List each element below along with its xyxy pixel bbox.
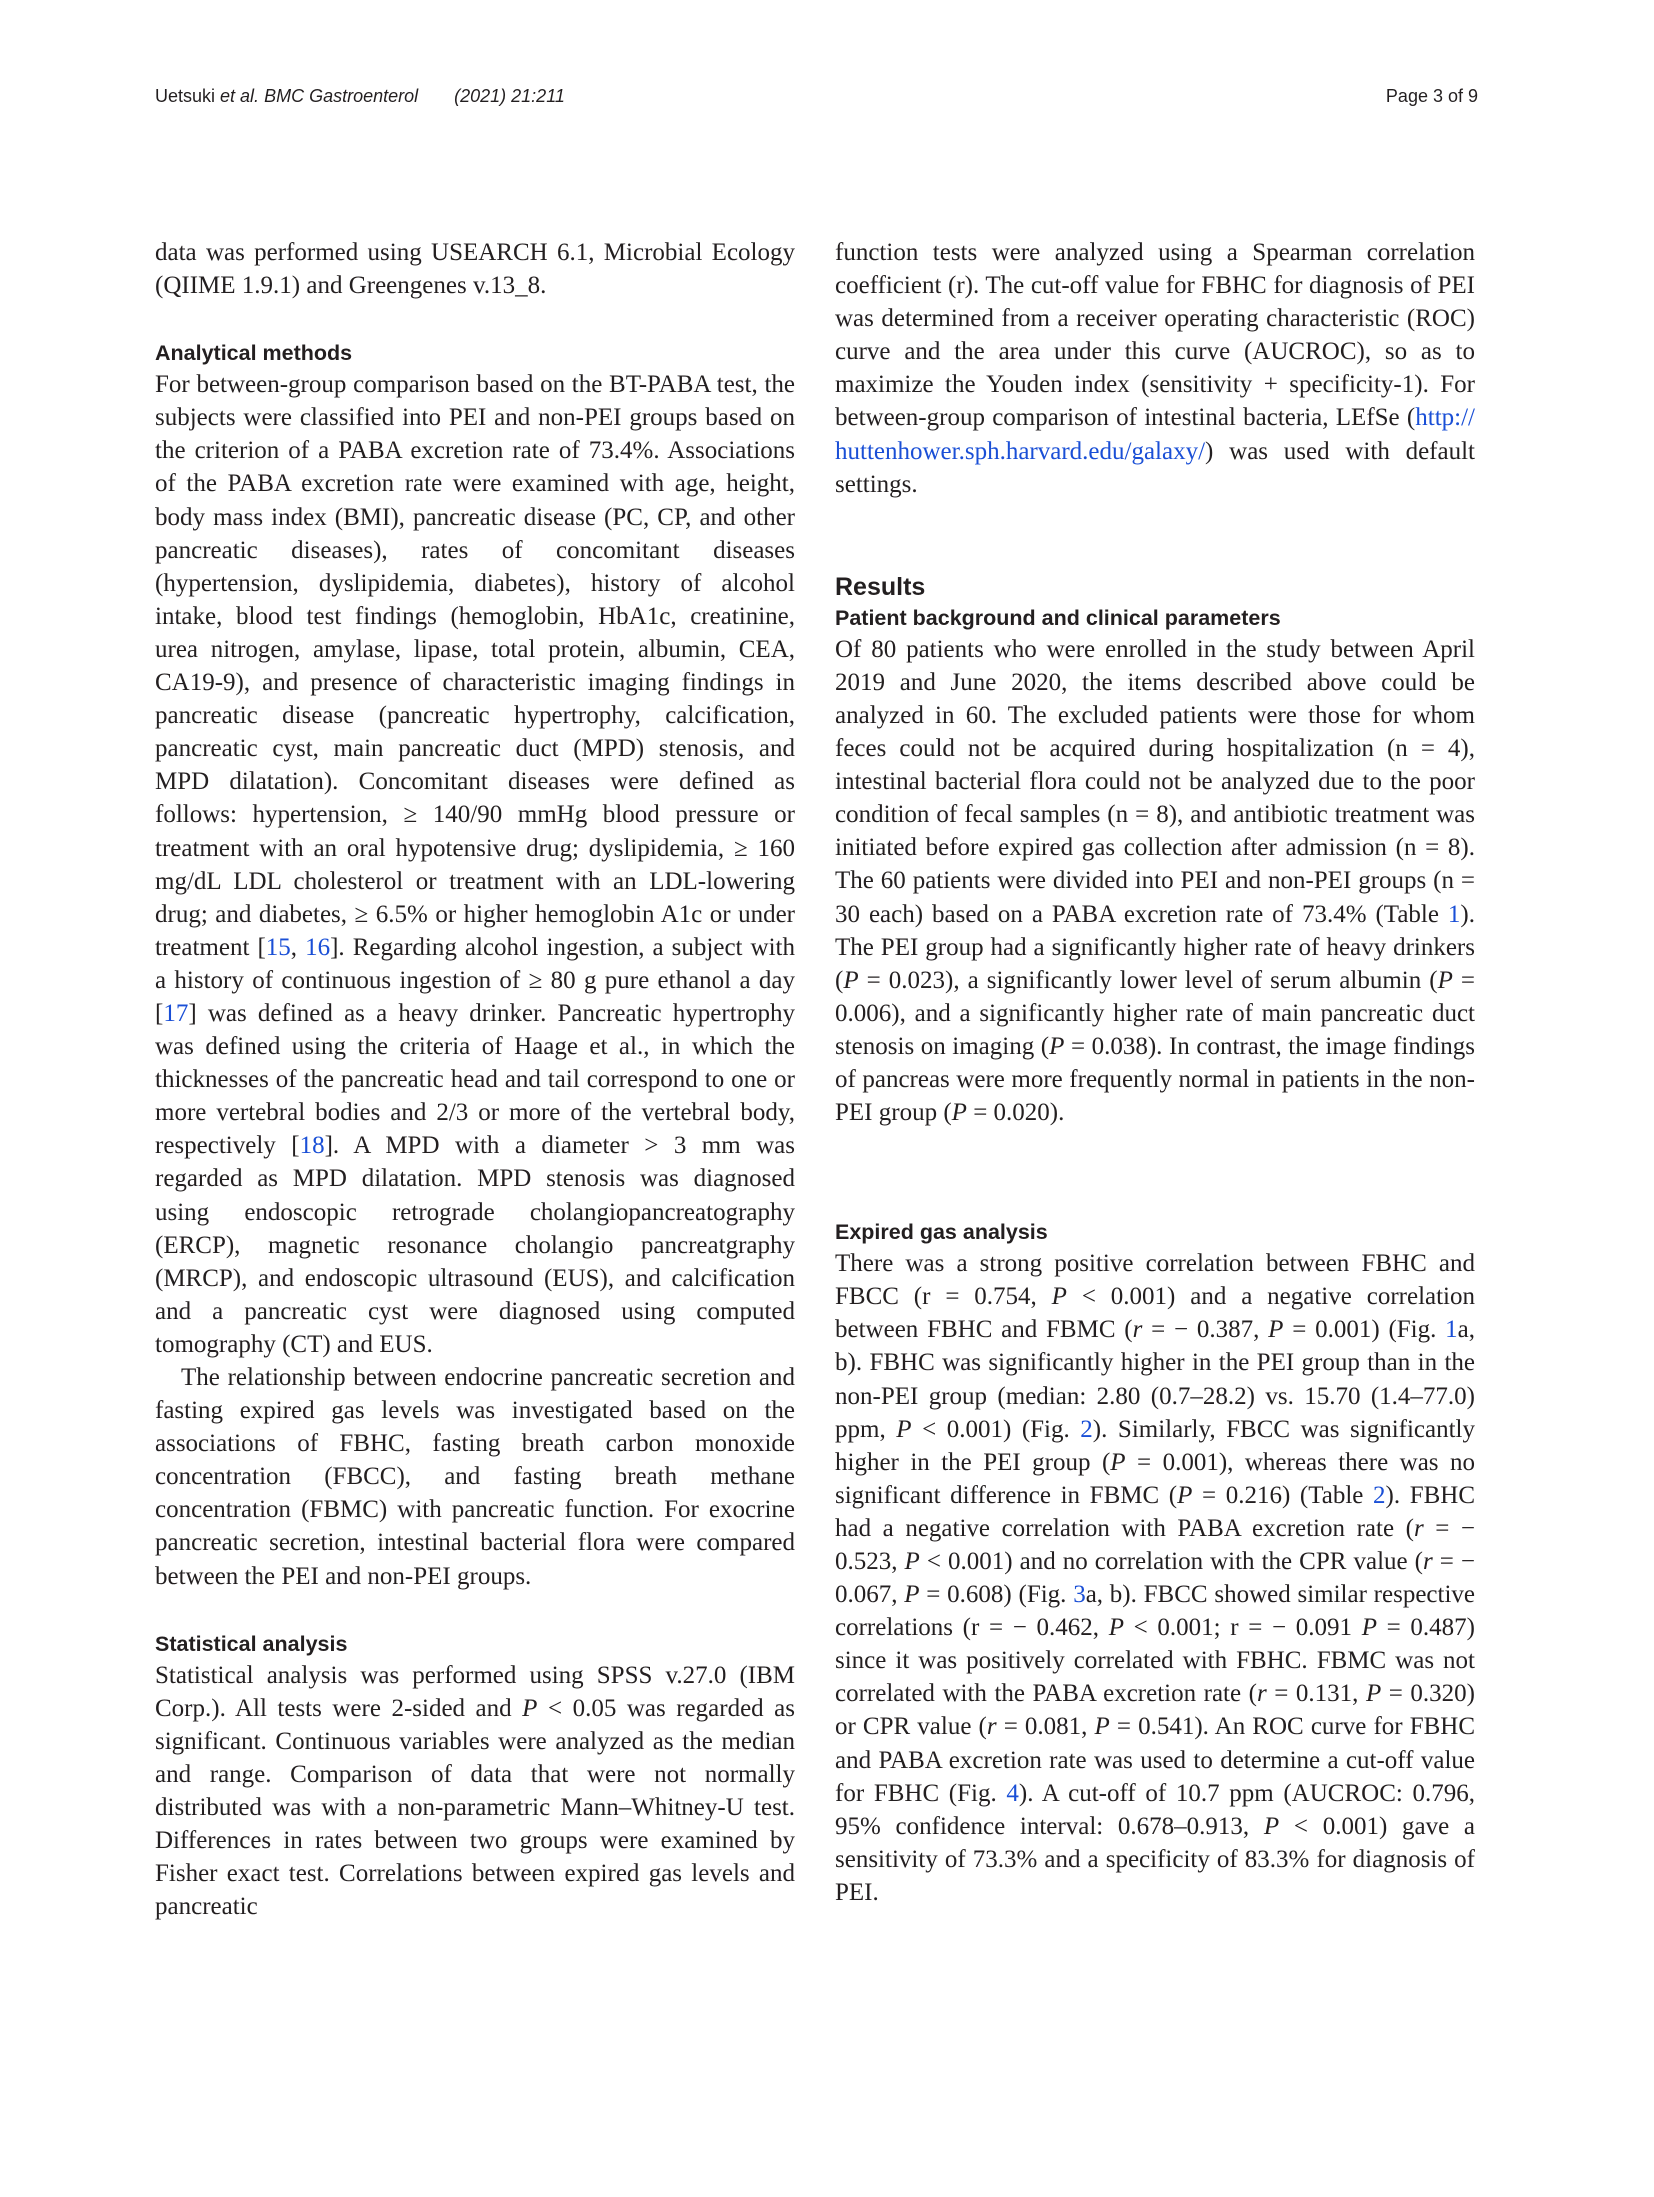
text-run: = 0.020). — [966, 1099, 1065, 1127]
text-run: = 0.081, — [996, 1713, 1095, 1741]
italic-p: P — [951, 1099, 967, 1127]
journal-name: BMC Gastroenterol — [259, 86, 419, 106]
authors: Uetsuki — [155, 86, 221, 106]
italic-r: r — [986, 1713, 997, 1741]
text-run: function tests were analyzed using a Spearman correlation coefficient (r). The cut-off value for FBHC for diagnosis of PEI was determined from a receiver operating characteristic (ROC) curve and the area under this curve (AUCROC), so as to maximize the Youden index (sensitivity + specificity-1). For between-group comparison of intestinal bacteria, LEfSe ( — [835, 239, 1475, 432]
text-run: ] was defined as a heavy drinker. Pancreatic hypertrophy was defined using the criteria of Haage et al., in which the thicknesses of the pancreatic head and tail correspond to one or more vertebral bodies and 2/3 or more of the vertebral body, respectively [ — [155, 999, 795, 1160]
text-run: ]. Regarding alcohol ingestion, a subject with a history of continuous ingestion of ≥ 80 g pure ethanol a day [ — [155, 933, 795, 1027]
italic-r: r — [1413, 1514, 1424, 1542]
text-run: = 0.608) (Fig. — [919, 1581, 1074, 1609]
italic-p: P — [896, 1415, 912, 1443]
text-run: = 0.541). An ROC curve for FBHC and PABA excretion rate was used to determine a cut-off value for FBHC (Fig. — [835, 1713, 1475, 1807]
relationship-paragraph: The relationship between endocrine pancreatic secretion and fasting expired gas levels was investigated based on the associations of FBHC, fasting breath carbon monoxide concentration (FBCC), and fasting breath methane concentration (FBMC) with pancreatic function. For exocrine pancreatic secretion, intestinal bacterial flora were compared between the PEI and non-PEI groups. — [155, 1364, 795, 1590]
table-1-link[interactable]: 1 — [1447, 900, 1461, 928]
text-run: , — [290, 933, 306, 961]
italic-p: P — [522, 1694, 538, 1722]
fig-2-link[interactable]: 2 — [1080, 1415, 1093, 1443]
page-number: Page 3 of 9 — [1385, 86, 1478, 106]
text-run: < 0.001) gave a sensitivity of 73.3% and a specificity of 83.3% for diagnosis of PEI. — [835, 1812, 1475, 1906]
italic-p: P — [1177, 1481, 1193, 1509]
heading-analytical-methods: Analytical methods — [155, 341, 353, 366]
text-run: Statistical analysis was performed using SPSS v.27.0 (IBM Corp.). All tests were 2-sided and — [155, 1661, 795, 1722]
left-column — [155, 236, 795, 1923]
ref-18-link[interactable]: 18 — [299, 1132, 325, 1160]
text-run: = 0.006), and a significantly higher rate of main pancreatic duct stenosis on imaging ( — [835, 966, 1475, 1060]
text-run: For between-group comparison based on the BT-PABA test, the subjects were classified into PEI and non-PEI groups based on the criterion of a PABA excretion rate of 73.4%. Associations of the PABA excretion rate were examined with age, height, body mass index (BMI), pancreatic disease (PC, CP, and other pancreatic diseases), rates of concomitant diseases (hypertension, dyslipidemia, diabetes), history of alcohol intake, blood test findings (hemoglobin, HbA1c, creatinine, urea nitrogen, amylase, lipase, total protein, albumin, CEA, CA19-9), and presence of characteristic imaging findings in pancreatic disease (pancreatic hypertrophy, calcification, pancreatic cyst, main pancreatic duct (MPD) stenosis, and MPD dilatation). Concomitant diseases were defined as follows: hypertension, ≥ 140/90 mmHg blood pressure or treatment with an oral hypotensive drug; dyslipidemia, ≥ 160 mg/dL LDL cholesterol or treatment with an LDL-lowering drug; and diabetes, ≥ 6.5% or higher hemoglobin A1c or under treatment [ — [155, 371, 795, 961]
italic-p: P — [1110, 1448, 1126, 1476]
italic-r: r — [1256, 1680, 1267, 1708]
italic-p: P — [904, 1548, 920, 1575]
italic-p: P — [1361, 1614, 1377, 1642]
heading-expired-gas-analysis: Expired gas analysis — [835, 1220, 1048, 1245]
patient-background-paragraph — [835, 633, 1475, 1129]
text-run: = 0.487) since it was positively correlated with FBHC. FBMC was not correlated with the PABA excretion rate ( — [835, 1614, 1475, 1708]
italic-p: P — [1051, 1283, 1067, 1311]
italic-r: r — [1132, 1316, 1143, 1344]
text-run: = − 0.387, — [1142, 1316, 1269, 1344]
text-run: ). The PEI group had a significantly higher rate of heavy drinkers ( — [835, 900, 1475, 994]
ref-15-link[interactable]: 15 — [265, 933, 291, 961]
expired-gas-paragraph — [835, 1247, 1475, 1909]
italic-p: P — [1094, 1713, 1110, 1741]
continued-paragraph — [835, 236, 1475, 501]
text-run: < 0.05 was regarded as significant. Continuous variables were analyzed as the median and range. Comparison of data that were not normally distributed was with a non-parametric Mann–Whitney-U test. Differences in rates between two groups were examined by Fisher exact test. Correlations between expired gas levels and pancreatic — [155, 1694, 795, 1921]
text-run: ). FBHC had a negative correlation with PABA excretion rate ( — [835, 1481, 1475, 1542]
right-column — [835, 236, 1475, 1909]
text-run: There was a strong positive correlation between FBHC and FBCC (r = 0.754, — [835, 1250, 1475, 1311]
analytical-methods-paragraph — [155, 368, 795, 1361]
heading-results: Results — [835, 572, 926, 601]
fig-4-link[interactable]: 4 — [1006, 1779, 1019, 1807]
heading-statistical-analysis: Statistical analysis — [155, 1631, 348, 1656]
text-run: ) was used with default settings. — [835, 437, 1475, 498]
text-run: = 0.001), whereas there was no significant difference in FBMC ( — [835, 1448, 1475, 1509]
italic-p: P — [1108, 1614, 1124, 1642]
italic-p: P — [1263, 1812, 1280, 1840]
italic-p: P — [1049, 1032, 1065, 1060]
etal: et al. — [220, 86, 260, 106]
text-run: = 0.216) (Table — [1192, 1481, 1373, 1509]
italic-p: P — [1268, 1316, 1284, 1344]
text-run: = 0.320) or CPR value ( — [835, 1680, 1475, 1741]
text-run: a, b). FBHC was significantly higher in the PEI group than in the non-PEI group (median: 2.80 (0.7–28.2) vs. 15.70 (1.4–77.0) ppm, — [835, 1316, 1476, 1443]
text-run: = 0.038). In contrast, the image findings of pancreas were more frequently normal in patients in the non-PEI group ( — [835, 1032, 1475, 1127]
text-run: < 0.001) (Fig. — [911, 1415, 1081, 1443]
text-run: = 0.001) (Fig. — [1283, 1316, 1446, 1344]
fig-3-link[interactable]: 3 — [1073, 1581, 1086, 1609]
lefse-url-link[interactable]: http://huttenhower.sph.harvard.edu/galaxy/ — [835, 404, 1475, 465]
text-run: = 0.131, — [1266, 1680, 1366, 1708]
text-run: Of 80 patients who were enrolled in the study between April 2019 and June 2020, the items described above could be analyzed in 60. The excluded patients were those for whom feces could not be acquired during hospitalization (n = 4), intestinal bacterial flora could not be analyzed due to the poor condition of fecal samples (n = 8), and antibiotic treatment was initiated before expired gas collection after admission (n = 8). The 60 patients were divided into PEI and non-PEI groups (n = 30 each) based on a PABA excretion rate of 73.4% (Table — [835, 635, 1475, 928]
text-run: < 0.001) and a negative correlation between FBHC and FBMC ( — [835, 1283, 1475, 1344]
heading-patient-background: Patient background and clinical parameters — [835, 605, 1281, 630]
text-run: = 0.023), a significantly lower level of serum albumin ( — [858, 966, 1438, 994]
italic-p: P — [1437, 966, 1453, 994]
table-2-link[interactable]: 2 — [1373, 1481, 1386, 1509]
fig-1-link[interactable]: 1 — [1445, 1316, 1458, 1344]
text-run: = − 0.067, — [835, 1548, 1475, 1609]
text-run: < 0.001; r = − 0.091 — [1123, 1614, 1362, 1642]
statistical-analysis-paragraph — [155, 1659, 795, 1924]
text-run: a, b). FBCC showed similar respective correlations (r = − 0.462, — [835, 1581, 1476, 1642]
italic-r: r — [1422, 1548, 1433, 1575]
text-run: ]. A MPD with a diameter > 3 mm was regarded as MPD dilatation. MPD stenosis was diagnosed using endoscopic retrograde cholangiopancreatography (ERCP), magnetic resonance cholangio pancreatgraphy (MRCP), and endoscopic ultrasound (EUS), and calcification and a pancreatic cyst were diagnosed using computed tomography (CT) and EUS. — [155, 1132, 796, 1358]
year-volume: (2021) 21:211 — [454, 86, 565, 106]
text-run: ). A cut-off of 10.7 ppm (AUCROC: 0.796, 95% confidence interval: 0.678–0.913, — [835, 1779, 1475, 1840]
text-run: = − 0.523, — [835, 1514, 1476, 1575]
ref-16-link[interactable]: 16 — [305, 933, 331, 961]
intro-paragraph: data was performed using USEARCH 6.1, Microbial Ecology (QIIME 1.9.1) and Greengenes v.13_8. — [155, 239, 795, 300]
italic-p: P — [1365, 1680, 1382, 1708]
italic-p: P — [843, 966, 859, 994]
ref-17-link[interactable]: 17 — [163, 999, 189, 1027]
running-head-left — [155, 86, 565, 107]
text-run: < 0.001) and no correlation with the CPR value ( — [919, 1548, 1423, 1575]
italic-p: P — [904, 1581, 920, 1609]
text-run: ). Similarly, FBCC was significantly higher in the PEI group ( — [835, 1415, 1475, 1476]
